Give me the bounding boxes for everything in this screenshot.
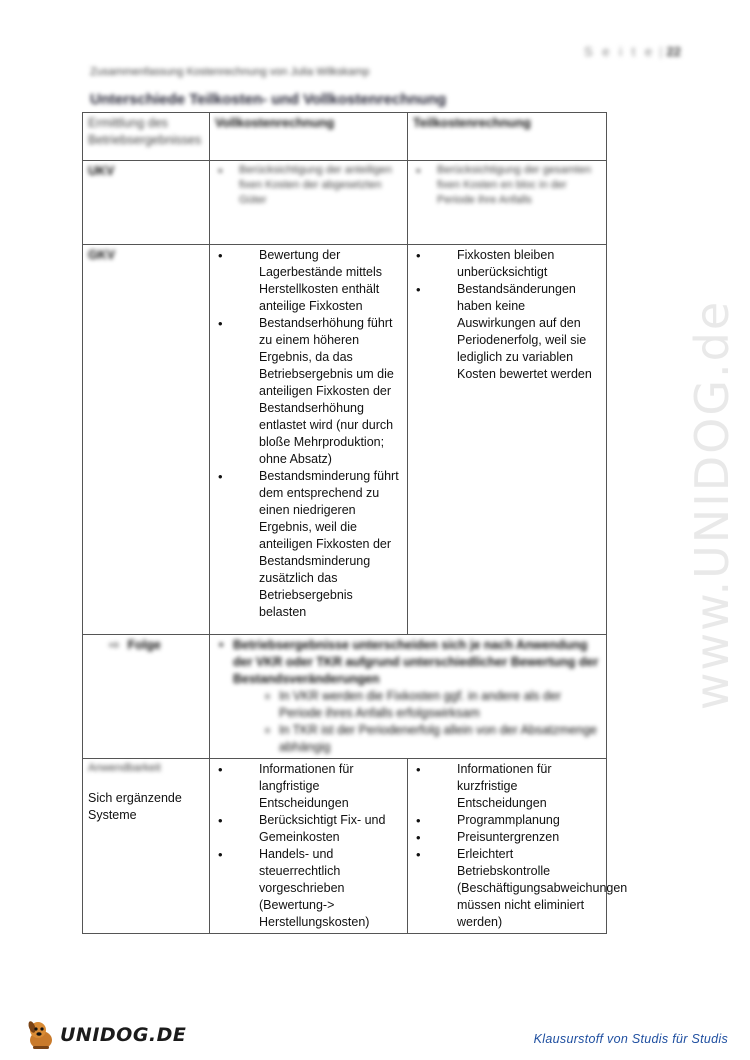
list-item: • Preisuntergrenzen: [413, 829, 601, 846]
list-item: • Bestandsminderung führt dem entsprechend zu einen niedrigeren Ergebnis, weil die anteiligen Fixkosten der Bestandsminderung zusätzlich das Betriebsergebnis belasten: [215, 468, 402, 621]
row-label-folge: [83, 635, 210, 759]
row-label-anwendbarkeit: [83, 759, 210, 934]
document-heading: Unterschiede Teilkosten- und Vollkostenrechnung: [90, 91, 447, 108]
list-item: • Bestandsänderungen haben keine Auswirkungen auf den Periodenerfolg, weil sie lediglich zu variablen Kosten bewertet werden: [413, 281, 601, 383]
cell-ukv-teil: [408, 161, 607, 245]
list-item: • Berücksichtigung der anteiligen fixen Kosten der abgesetzten Güter: [215, 163, 402, 208]
list-item: • Informationen für kurzfristige Entscheidungen: [413, 761, 601, 812]
page-separator: |: [659, 44, 663, 59]
list-item: • Bewertung der Lagerbestände mittels Herstellkosten enthält anteilige Fixkosten: [215, 247, 402, 315]
cell-anwend-teil: [408, 759, 628, 934]
list-item: • Berücksichtigung der gesamten fixen Kosten en bloc in der Periode ihre Anfalls: [413, 163, 601, 208]
list-item: • Bestandserhöhung führt zu einem höheren Ergebnis, da das Betriebsergebnis um die anteiligen Fixkosten der Bestandserhöhung entlastet wird (nur durch bloße Mehrproduktion; ohne Absatz): [215, 315, 402, 468]
header-vollkosten: Vollkostenrechnung: [210, 113, 408, 161]
header-ermittlung: Ermittlung des Betriebsergebnisses: [83, 113, 210, 161]
systeme-label: Sich ergänzende Systeme: [88, 791, 182, 822]
document-subtitle: Zusammenfassung Kostenrechnung von Julia Wilkskamp: [90, 66, 370, 78]
cell-gkv-teil: [408, 245, 607, 635]
watermark: www.UNIDOG.de: [685, 299, 739, 711]
folge-main-text: • Betriebsergebnisse unterscheiden sich je nach Anwendung der VKR oder TKR aufgrund unterschiedlicher Bewertung der Bestandsveränderungen: [215, 637, 601, 688]
table-row-anwendbarkeit: [83, 759, 607, 934]
logo-text: UNIDOG.DE: [60, 1024, 187, 1046]
list-item: • Fixkosten bleiben unberücksichtigt: [413, 247, 601, 281]
table-row-folge: [83, 635, 607, 759]
footer-tagline: Klausurstoff von Studis für Studis: [533, 1032, 728, 1046]
list-item: • Berücksichtigt Fix- und Gemeinkosten: [215, 812, 402, 846]
comparison-table: [82, 112, 628, 934]
list-item: • Informationen für langfristige Entscheidungen: [215, 761, 402, 812]
list-item: o In VKR werden die Fixkosten ggf. in andere als der Periode ihres Anfalls erfolgswirksam: [265, 688, 601, 722]
page-header: [584, 44, 681, 59]
list-item: • Erleichtert Betriebskontrolle (Beschäftigungsabweichungen müssen nicht eliminiert werden): [413, 846, 601, 931]
table-row-gkv: [83, 245, 607, 635]
page-number: 22: [666, 44, 681, 59]
cell-anwend-voll: [210, 759, 408, 934]
cell-gkv-voll: [210, 245, 408, 635]
list-item: • Handels- und steuerrechtlich vorgeschrieben (Bewertung-> Herstellungskosten): [215, 846, 402, 931]
table-row-ukv: [83, 161, 607, 245]
cell-ukv-voll: [210, 161, 408, 245]
dog-mascot-icon: [24, 1018, 58, 1052]
table-header-row: [83, 113, 607, 161]
cell-folge: [210, 635, 607, 759]
arrow-right-icon: ⇨: [109, 638, 120, 652]
row-label-gkv: GKV: [83, 245, 210, 635]
row-label-ukv: UKV: [83, 161, 210, 245]
footer-logo: [24, 1018, 186, 1052]
list-item: • Programmplanung: [413, 812, 601, 829]
list-item: o In TKR ist der Periodenerfolg allein von der Absatzmenge abhängig: [265, 722, 601, 756]
anwendbarkeit-label: Anwendbarkeit: [88, 762, 161, 774]
header-teilkosten: Teilkostenrechnung: [408, 113, 607, 161]
page-label: S e i t e: [584, 44, 656, 59]
folge-label-text: Folge: [127, 638, 161, 652]
